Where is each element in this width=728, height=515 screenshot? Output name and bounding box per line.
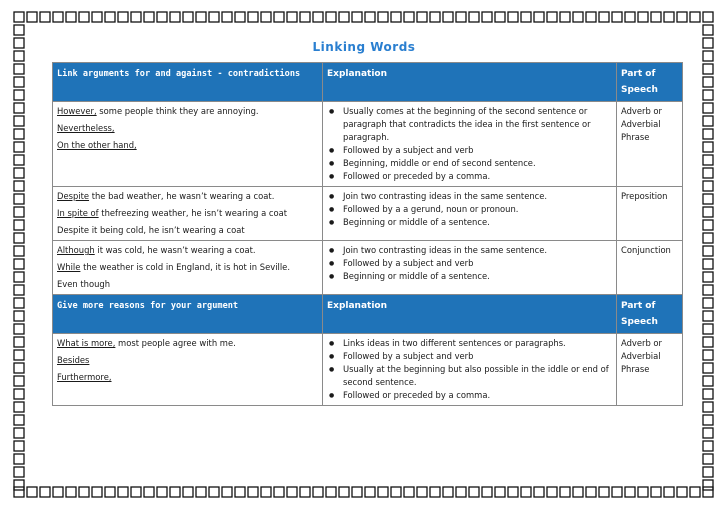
border-square — [235, 12, 245, 22]
border-square — [14, 376, 24, 386]
example-sentence — [57, 190, 318, 203]
example-text: most people agree with me. — [115, 338, 236, 348]
border-square — [703, 480, 713, 490]
border-square — [92, 12, 102, 22]
border-square — [14, 324, 24, 334]
border-square — [14, 220, 24, 230]
border-square — [313, 12, 323, 22]
border-square — [495, 12, 505, 22]
explanation-point: ● Followed by a subject and verb — [327, 350, 612, 363]
border-square — [14, 77, 24, 87]
explanation-point: ● Followed or preceded by a comma. — [327, 170, 612, 183]
border-square — [703, 298, 713, 308]
border-square — [14, 142, 24, 152]
section-header-row — [53, 63, 683, 102]
border-square — [105, 487, 115, 497]
border-square — [690, 12, 700, 22]
explanation-point: ● Join two contrasting ideas in the same sentence. — [327, 190, 612, 203]
border-square — [703, 233, 713, 243]
example-sentence — [57, 337, 318, 350]
border-square — [14, 168, 24, 178]
border-square — [14, 194, 24, 204]
border-square — [664, 12, 674, 22]
explanation-point: ● Beginning, middle or end of second sentence. — [327, 157, 612, 170]
linking-word: Besides — [57, 355, 90, 365]
border-square — [703, 129, 713, 139]
border-square — [105, 12, 115, 22]
border-square — [521, 12, 531, 22]
example-text: the bad weather, he wasn’t wearing a coat. — [89, 191, 275, 201]
border-square — [534, 12, 544, 22]
border-square — [703, 25, 713, 35]
border-square — [703, 402, 713, 412]
part-of-speech-cell: Conjunction — [617, 241, 683, 295]
border-square — [703, 285, 713, 295]
border-square — [274, 12, 284, 22]
border-square — [586, 487, 596, 497]
border-square — [14, 259, 24, 269]
table-row — [53, 241, 683, 295]
border-square — [703, 350, 713, 360]
border-square — [703, 90, 713, 100]
header-category: Give more reasons for your argument — [53, 295, 323, 334]
border-square — [365, 487, 375, 497]
border-square — [261, 12, 271, 22]
border-square — [703, 428, 713, 438]
border-square — [703, 311, 713, 321]
border-square — [14, 402, 24, 412]
examples-cell — [53, 187, 323, 241]
border-square — [703, 324, 713, 334]
border-square — [417, 12, 427, 22]
border-square — [703, 142, 713, 152]
border-square — [430, 12, 440, 22]
example-sentence — [57, 354, 318, 367]
border-square — [456, 12, 466, 22]
border-square — [703, 168, 713, 178]
example-sentence — [57, 278, 318, 291]
border-square — [92, 487, 102, 497]
header-part-of-speech: Part of Speech — [617, 295, 683, 334]
border-square — [14, 103, 24, 113]
explanation-list — [327, 337, 612, 402]
border-square — [157, 487, 167, 497]
example-text: it was cold, he wasn’t wearing a coat. — [94, 245, 256, 255]
border-square — [378, 12, 388, 22]
border-square — [573, 12, 583, 22]
border-square — [703, 12, 713, 22]
border-square — [703, 487, 713, 497]
example-sentence — [57, 244, 318, 257]
explanation-point: ● Followed by a a gerund, noun or pronoun. — [327, 203, 612, 216]
explanation-point: ● Followed or preceded by a comma. — [327, 389, 612, 402]
linking-word: In spite of — [57, 208, 99, 218]
examples-cell — [53, 334, 323, 406]
border-square — [14, 337, 24, 347]
border-square — [703, 454, 713, 464]
explanation-point: ● Beginning or middle of a sentence. — [327, 216, 612, 229]
border-square — [443, 12, 453, 22]
border-square — [612, 487, 622, 497]
border-square — [365, 12, 375, 22]
border-square — [599, 487, 609, 497]
example-sentence — [57, 139, 318, 152]
border-square — [118, 12, 128, 22]
border-square — [469, 487, 479, 497]
border-square — [14, 350, 24, 360]
border-square — [560, 12, 570, 22]
border-square — [79, 12, 89, 22]
part-of-speech-cell: Adverb or Adverbial Phrase — [617, 102, 683, 187]
border-square — [352, 487, 362, 497]
border-square — [703, 207, 713, 217]
explanation-point: ● Usually at the beginning but also possible in the iddle or end of second sentence. — [327, 363, 612, 389]
header-part-of-speech: Part of Speech — [617, 63, 683, 102]
page-title: Linking Words — [312, 40, 416, 54]
border-square — [300, 487, 310, 497]
border-square — [703, 181, 713, 191]
example-text: thefreezing weather, he isn’t wearing a coat — [98, 208, 288, 218]
border-square — [313, 487, 323, 497]
linking-word: Furthermore, — [57, 372, 112, 382]
border-square — [404, 12, 414, 22]
explanation-cell — [323, 241, 617, 295]
border-square — [222, 487, 232, 497]
border-square — [14, 311, 24, 321]
border-square — [638, 487, 648, 497]
border-square — [14, 64, 24, 74]
linking-word: Despite — [57, 191, 90, 201]
border-square — [14, 454, 24, 464]
border-square — [183, 12, 193, 22]
explanation-list — [327, 244, 612, 283]
example-text: Even though — [57, 279, 111, 289]
border-square — [703, 155, 713, 165]
border-square — [430, 487, 440, 497]
table-row — [53, 187, 683, 241]
linking-word: What is more, — [57, 338, 116, 348]
explanation-list — [327, 105, 612, 183]
border-square — [170, 487, 180, 497]
example-text: some people think they are annoying. — [96, 106, 259, 116]
border-square — [235, 487, 245, 497]
table-row — [53, 102, 683, 187]
border-square — [14, 155, 24, 165]
explanation-point: ● Links ideas in two different sentences or paragraphs. — [327, 337, 612, 350]
border-square — [14, 285, 24, 295]
border-square — [508, 12, 518, 22]
border-square — [703, 337, 713, 347]
border-square — [651, 12, 661, 22]
border-square — [14, 272, 24, 282]
border-square — [248, 487, 258, 497]
border-square — [144, 487, 154, 497]
border-square — [339, 12, 349, 22]
header-category: Link arguments for and against - contradictions — [53, 63, 323, 102]
border-square — [14, 90, 24, 100]
border-square — [677, 487, 687, 497]
border-square — [14, 233, 24, 243]
border-square — [27, 487, 37, 497]
border-square — [14, 363, 24, 373]
border-square — [625, 12, 635, 22]
border-square — [703, 259, 713, 269]
explanation-point: ● Followed by a subject and verb — [327, 257, 612, 270]
border-square — [404, 487, 414, 497]
border-square — [703, 246, 713, 256]
border-square — [326, 487, 336, 497]
border-square — [482, 12, 492, 22]
border-square — [14, 389, 24, 399]
border-square — [131, 487, 141, 497]
border-square — [196, 12, 206, 22]
border-square — [703, 363, 713, 373]
border-square — [703, 441, 713, 451]
border-square — [209, 12, 219, 22]
explanation-cell — [323, 102, 617, 187]
border-square — [599, 12, 609, 22]
border-square — [14, 25, 24, 35]
border-square — [274, 487, 284, 497]
border-square — [14, 207, 24, 217]
border-square — [14, 441, 24, 451]
border-square — [66, 12, 76, 22]
linking-word: However, — [57, 106, 97, 116]
border-square — [625, 487, 635, 497]
examples-cell — [53, 241, 323, 295]
section-header-row — [53, 295, 683, 334]
example-sentence — [57, 371, 318, 384]
border-square — [183, 487, 193, 497]
border-square — [391, 12, 401, 22]
explanation-list — [327, 190, 612, 229]
border-square — [443, 487, 453, 497]
linking-word: Although — [57, 245, 95, 255]
border-square — [66, 487, 76, 497]
border-square — [703, 64, 713, 74]
border-square — [53, 12, 63, 22]
border-square — [703, 467, 713, 477]
explanation-point: ● Followed by a subject and verb — [327, 144, 612, 157]
border-square — [612, 12, 622, 22]
example-text: the weather is cold in England, it is hot in Seville. — [80, 262, 290, 272]
border-square — [703, 272, 713, 282]
border-square — [547, 12, 557, 22]
border-square — [300, 12, 310, 22]
border-square — [703, 220, 713, 230]
border-square — [326, 12, 336, 22]
border-square — [27, 12, 37, 22]
border-square — [391, 487, 401, 497]
border-square — [170, 12, 180, 22]
example-sentence — [57, 207, 318, 220]
explanation-point: ● Beginning or middle of a sentence. — [327, 270, 612, 283]
example-text: Despite it being cold, he isn’t wearing a coat — [57, 225, 245, 235]
part-of-speech-cell: Adverb or Adverbial Phrase — [617, 334, 683, 406]
border-square — [703, 415, 713, 425]
border-square — [14, 298, 24, 308]
linking-word: Nevertheless, — [57, 123, 115, 133]
border-square — [144, 12, 154, 22]
explanation-point: ● Join two contrasting ideas in the same sentence. — [327, 244, 612, 257]
border-square — [651, 487, 661, 497]
border-square — [703, 389, 713, 399]
part-of-speech-cell: Preposition — [617, 187, 683, 241]
border-square — [352, 12, 362, 22]
border-square — [14, 129, 24, 139]
border-square — [586, 12, 596, 22]
border-square — [495, 487, 505, 497]
header-explanation: Explanation — [323, 295, 617, 334]
explanation-point: ● Usually comes at the beginning of the second sentence or paragraph that contradicts the idea in the first sentence or paragraph. — [327, 105, 612, 144]
border-square — [339, 487, 349, 497]
border-square — [469, 12, 479, 22]
border-square — [573, 487, 583, 497]
border-square — [287, 12, 297, 22]
border-square — [14, 246, 24, 256]
example-sentence — [57, 224, 318, 237]
border-square — [40, 12, 50, 22]
border-square — [53, 487, 63, 497]
border-square — [131, 12, 141, 22]
linking-word: While — [57, 262, 81, 272]
border-square — [14, 467, 24, 477]
border-square — [703, 376, 713, 386]
border-square — [118, 487, 128, 497]
example-sentence — [57, 261, 318, 274]
border-square — [79, 487, 89, 497]
border-square — [261, 487, 271, 497]
border-square — [560, 487, 570, 497]
border-square — [40, 487, 50, 497]
border-square — [534, 487, 544, 497]
border-square — [521, 487, 531, 497]
linking-word: On the other hand, — [57, 140, 137, 150]
border-square — [14, 428, 24, 438]
border-square — [287, 487, 297, 497]
border-square — [14, 480, 24, 490]
border-square — [703, 77, 713, 87]
border-square — [547, 487, 557, 497]
border-square — [14, 12, 24, 22]
border-square — [638, 12, 648, 22]
border-square — [703, 194, 713, 204]
border-square — [677, 12, 687, 22]
border-square — [14, 116, 24, 126]
border-square — [196, 487, 206, 497]
border-square — [14, 487, 24, 497]
border-square — [456, 487, 466, 497]
border-square — [417, 487, 427, 497]
example-sentence — [57, 122, 318, 135]
border-square — [703, 103, 713, 113]
border-square — [482, 487, 492, 497]
border-square — [157, 12, 167, 22]
border-square — [248, 12, 258, 22]
examples-cell — [53, 102, 323, 187]
explanation-cell — [323, 187, 617, 241]
linking-words-table — [52, 62, 683, 406]
border-square — [690, 487, 700, 497]
border-square — [378, 487, 388, 497]
border-square — [703, 116, 713, 126]
example-sentence — [57, 105, 318, 118]
border-square — [222, 12, 232, 22]
border-square — [508, 487, 518, 497]
border-square — [14, 415, 24, 425]
border-square — [209, 487, 219, 497]
border-square — [14, 181, 24, 191]
explanation-cell — [323, 334, 617, 406]
header-explanation: Explanation — [323, 63, 617, 102]
border-square — [664, 487, 674, 497]
table-row — [53, 334, 683, 406]
